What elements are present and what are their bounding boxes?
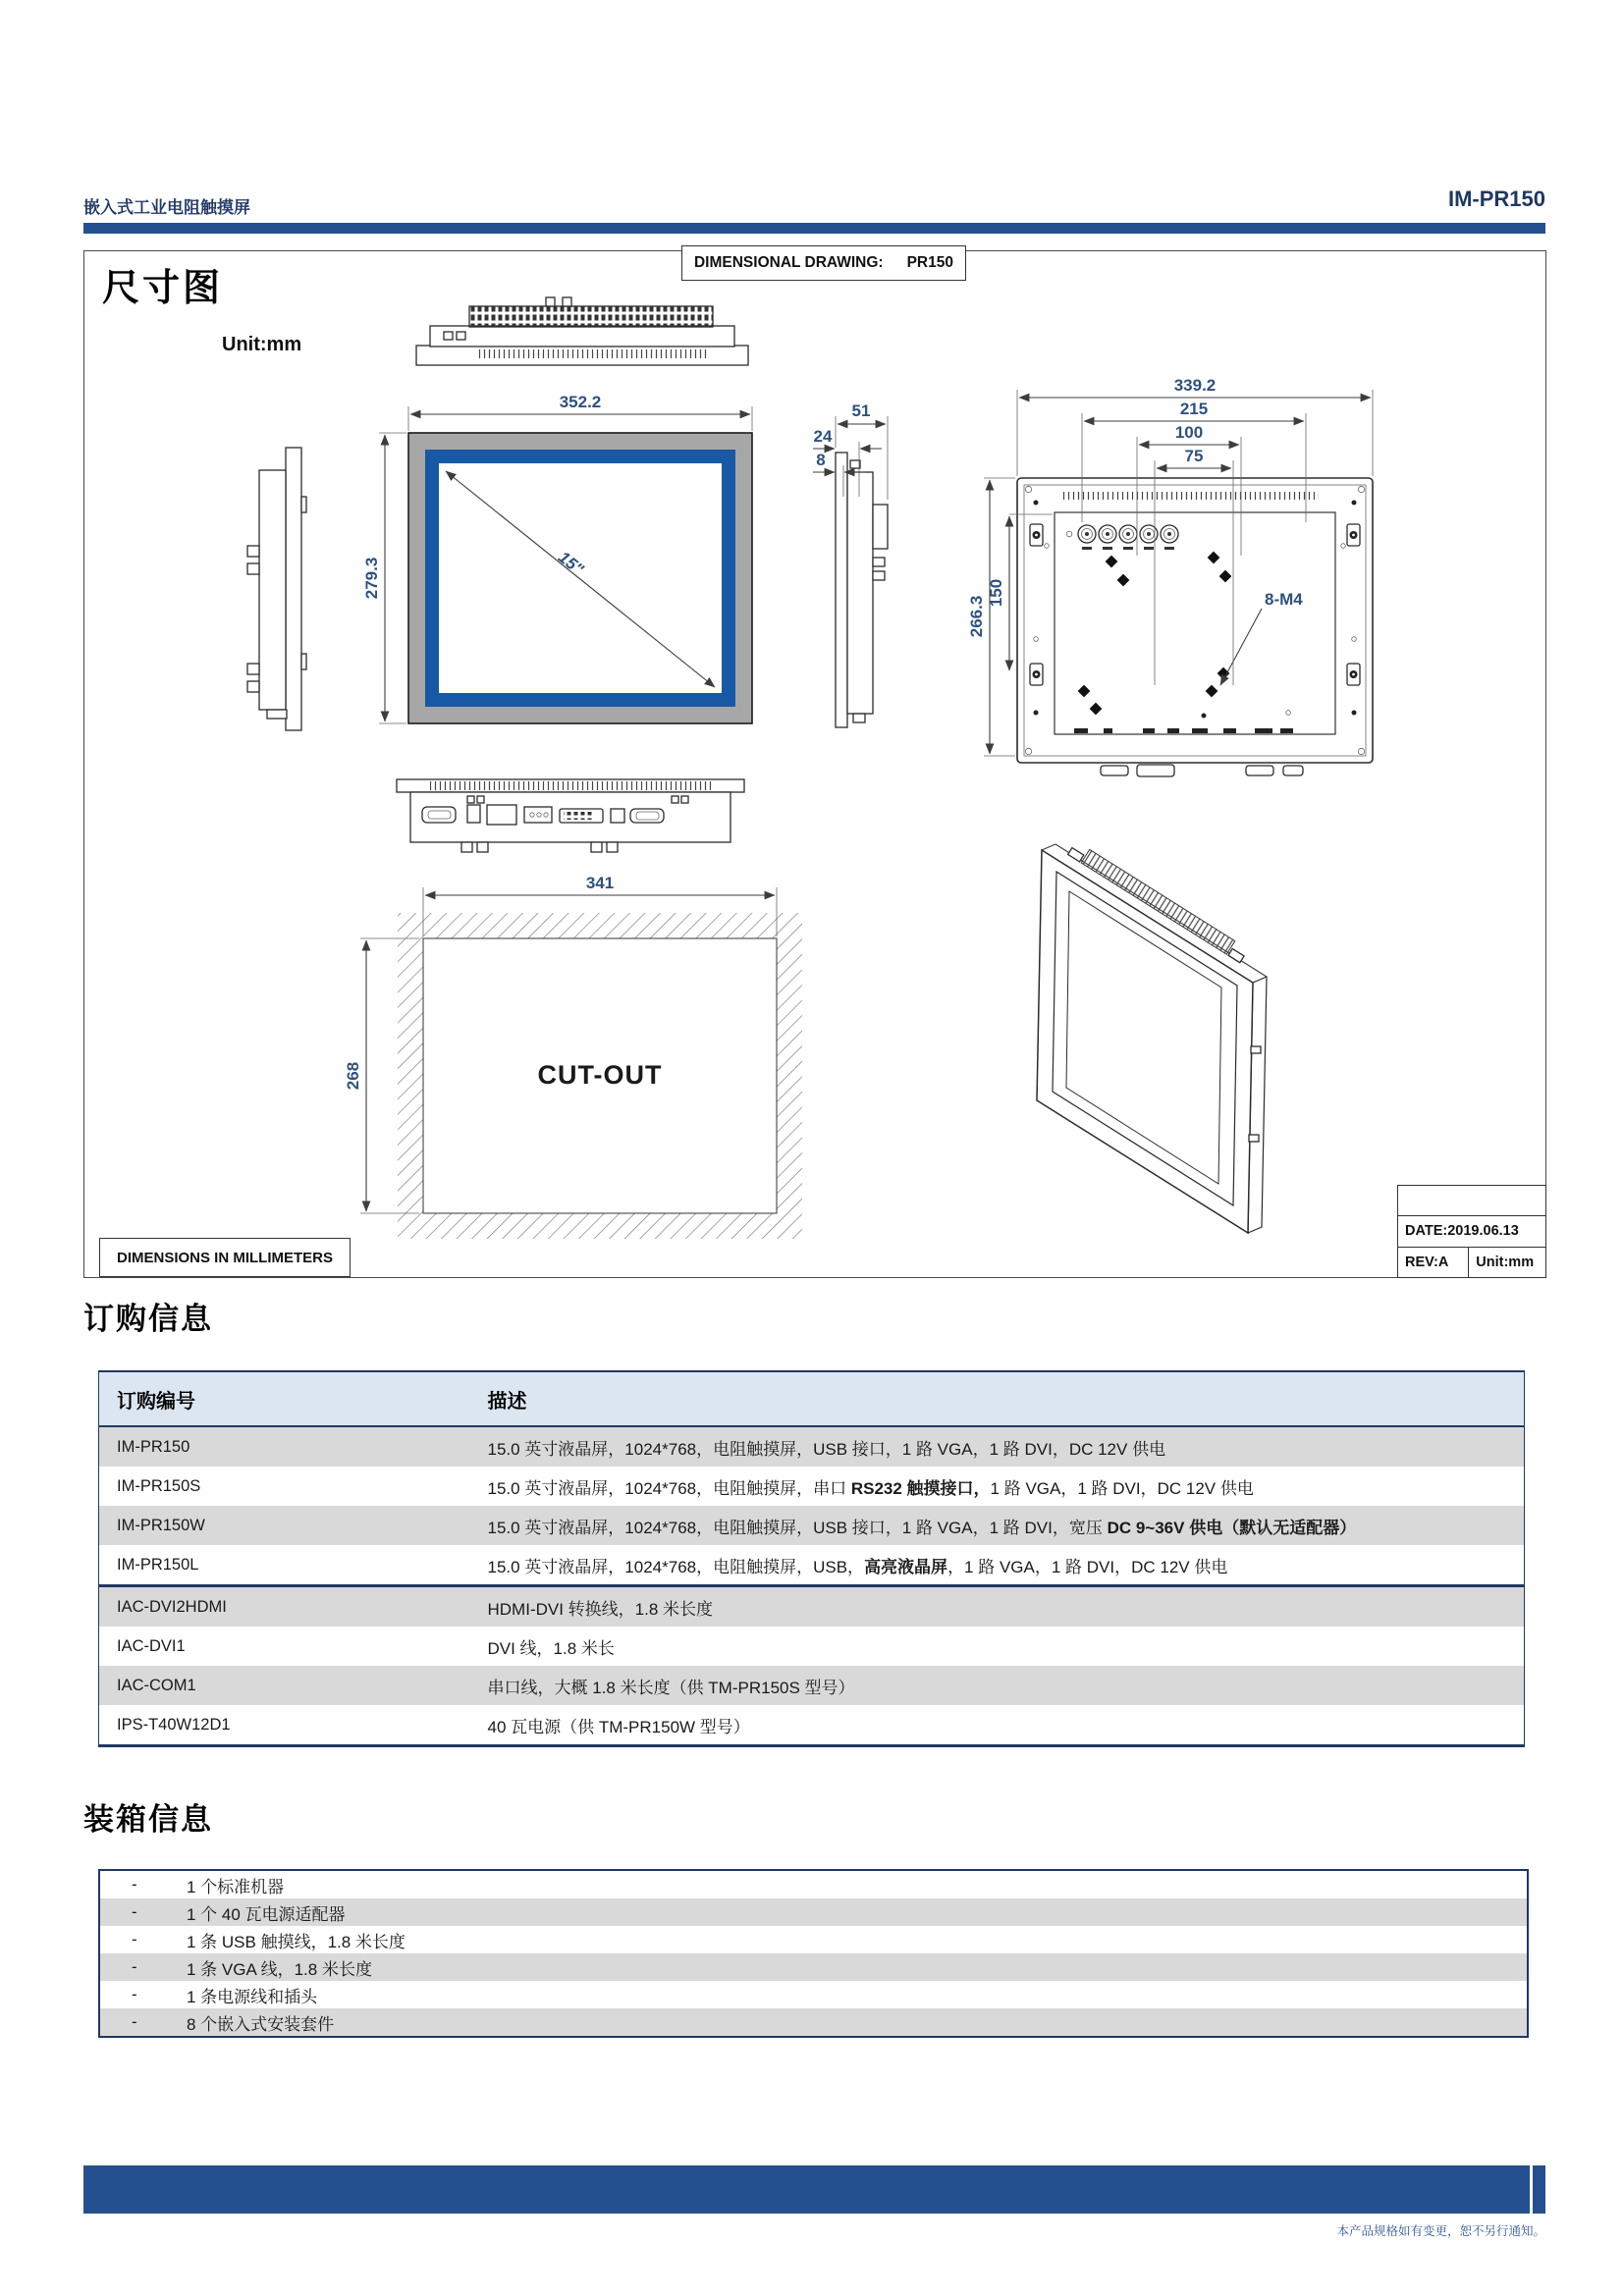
order-desc-cell: 15.0 英寸液晶屏，1024*768，电阻触摸屏，串口 RS232 触摸接口，1 路 VGA，1 路 DVI，DC 12V 供电	[487, 1478, 1254, 1498]
side-8-dim: 8	[816, 451, 826, 469]
packing-item-text: 1 条 USB 触摸线，1.8 米长度	[187, 1932, 406, 1951]
rear-150-dim: 150	[987, 578, 1005, 608]
order-desc-cell: 15.0 英寸液晶屏，1024*768，电阻触摸屏，USB 接口，1 路 VGA，1 路 DVI，DC 12V 供电	[487, 1439, 1166, 1459]
rear-215-dim: 215	[1179, 400, 1209, 418]
cutout-width-dim: 341	[585, 874, 615, 892]
order-table-row	[99, 1586, 1525, 1628]
bullet-dash: -	[132, 1875, 137, 1894]
ordering-table	[98, 1370, 1525, 1747]
packing-item-text: 1 个 40 瓦电源适配器	[187, 1904, 346, 1924]
order-desc-cell: 15.0 英寸液晶屏，1024*768，电阻触摸屏，USB 接口，1 路 VGA，1 路 DVI，宽压 DC 9~36V 供电（默认无适配器）	[487, 1518, 1357, 1537]
bullet-dash: -	[132, 2012, 137, 2031]
front-view	[362, 393, 752, 723]
order-desc-cell: 串口线，大概 1.8 米长度（供 TM-PR150S 型号）	[487, 1678, 855, 1697]
footer-accent-bar	[83, 2165, 1545, 2214]
packing-item	[100, 1926, 1527, 1953]
col-header-description: 描述	[487, 1371, 1525, 1426]
page-header-model: IM-PR150	[1447, 187, 1545, 211]
front-height-dim: 279.3	[362, 557, 381, 600]
order-table-row	[99, 1545, 1525, 1586]
rear-75-dim: 75	[1184, 447, 1204, 465]
order-table-row	[99, 1627, 1525, 1666]
diagonal-dim-label: 15"	[554, 547, 587, 579]
screw-spec-label: 8-M4	[1265, 590, 1303, 609]
rear-height-dim: 266.3	[967, 595, 986, 638]
left-side-view	[247, 448, 306, 730]
col-header-order-code: 订购编号	[99, 1371, 487, 1426]
title-block-empty-cell	[1398, 1186, 1545, 1215]
title-block-unit: Unit:mm	[1468, 1248, 1545, 1277]
packing-item	[100, 1898, 1527, 1926]
order-table-row	[99, 1666, 1525, 1705]
rear-100-dim: 100	[1174, 423, 1204, 442]
side-depth-dim: 51	[851, 401, 871, 420]
order-code-cell: IM-PR150W	[117, 1516, 205, 1534]
right-side-view	[813, 401, 888, 727]
order-code-cell: IAC-DVI2HDMI	[99, 1586, 487, 1628]
bullet-dash: -	[132, 1985, 137, 2003]
order-code-cell: IAC-COM1	[117, 1676, 196, 1694]
side-24-dim: 24	[813, 427, 833, 446]
order-code-cell: IPS-T40W12D1	[117, 1715, 231, 1734]
footer-bar-divider	[1530, 2165, 1533, 2214]
title-block-date: DATE:2019.06.13	[1398, 1215, 1545, 1246]
packing-section-title: 装箱信息	[83, 1802, 213, 1837]
packing-item-text: 1 条 VGA 线，1.8 米长度	[187, 1959, 372, 1979]
order-desc-cell: DVI 线，1.8 米长	[487, 1638, 615, 1658]
cutout-height-dim: 268	[344, 1061, 362, 1091]
page-header-product-family: 嵌入式工业电阻触摸屏	[83, 198, 250, 217]
packing-item	[100, 1981, 1527, 2008]
order-desc-cell: HDMI-DVI 转换线，1.8 米长度	[487, 1586, 1525, 1628]
bullet-dash: -	[132, 1957, 137, 1976]
ordering-table-header-row	[99, 1371, 1525, 1426]
packing-list-box	[98, 1869, 1529, 2038]
packing-item	[100, 1871, 1527, 1898]
dimensional-drawing-frame	[83, 250, 1546, 1278]
order-desc-cell: 40 瓦电源（供 TM-PR150W 型号）	[487, 1717, 750, 1736]
dimensions-note-box	[99, 1238, 351, 1277]
drawing-label-model: PR150	[906, 254, 953, 271]
packing-item-text: 1 条电源线和插头	[187, 1987, 318, 2006]
packing-item-text: 1 个标准机器	[187, 1877, 285, 1896]
order-table-row	[99, 1467, 1525, 1506]
packing-item-text: 8 个嵌入式安装套件	[187, 2014, 335, 2034]
cutout-label: CUT-OUT	[537, 1060, 663, 1090]
top-view	[416, 297, 748, 365]
packing-item	[100, 2008, 1527, 2036]
isometric-view	[1037, 841, 1267, 1233]
drawing-section-title: 尺寸图	[102, 268, 224, 309]
rear-width-dim: 339.2	[1173, 376, 1217, 395]
rear-view	[967, 376, 1373, 776]
order-code-cell: IM-PR150	[117, 1437, 190, 1456]
cutout-view	[344, 874, 802, 1239]
ordering-section-title: 订购信息	[83, 1302, 213, 1336]
order-code-cell: IM-PR150L	[117, 1555, 199, 1574]
title-block-rev-row	[1398, 1247, 1545, 1277]
order-code-cell: IAC-DVI1	[117, 1636, 186, 1655]
ordering-table-wrap	[98, 1370, 1525, 1747]
order-table-row	[99, 1426, 1525, 1467]
bullet-dash: -	[132, 1902, 137, 1921]
order-desc-cell: 15.0 英寸液晶屏，1024*768，电阻触摸屏，USB，高亮液晶屏，1 路 VGA，1 路 DVI，DC 12V 供电	[487, 1557, 1228, 1576]
footer-disclaimer: 本产品规格如有变更，恕不另行通知。	[1336, 2224, 1545, 2238]
front-width-dim: 352.2	[559, 393, 602, 411]
order-table-row	[99, 1705, 1525, 1746]
drawing-title-block	[1397, 1185, 1546, 1278]
order-code-cell: IM-PR150S	[117, 1476, 201, 1495]
drawing-label: DIMENSIONAL DRAWING:	[693, 254, 884, 271]
packing-item	[100, 1953, 1527, 1981]
dimensions-note-text: DIMENSIONS IN MILLIMETERS	[116, 1249, 333, 1266]
dimensional-drawing-canvas	[84, 251, 1545, 1277]
title-block-rev: REV:A	[1405, 1254, 1449, 1270]
unit-note: Unit:mm	[222, 334, 302, 355]
header-accent-bar	[83, 223, 1545, 234]
order-table-row	[99, 1506, 1525, 1545]
drawing-label-box	[681, 245, 966, 281]
bottom-view	[397, 779, 744, 852]
bullet-dash: -	[132, 1930, 137, 1949]
